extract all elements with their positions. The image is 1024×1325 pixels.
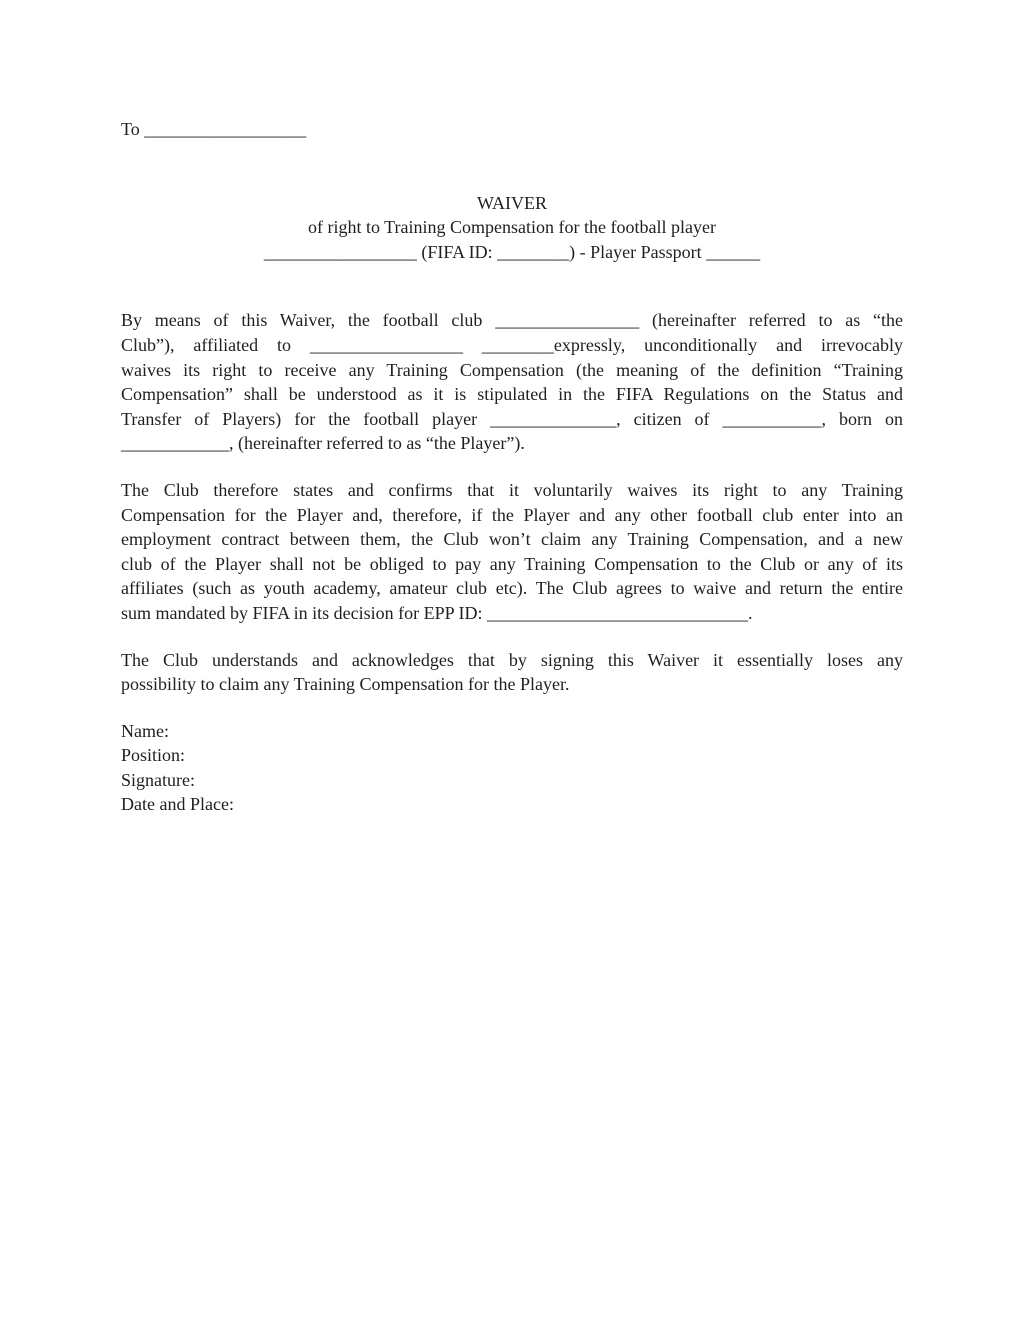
paragraph-line: possibility to claim any Training Compensation for the Player. [121, 674, 570, 695]
paragraph-line: Compensation for the Player and, therefore, if the Player and any other football club enter into an [121, 504, 903, 525]
recipient-line: To __________________ [121, 119, 307, 139]
paragraph-line: The Club therefore states and confirms that it voluntarily waives its right to any Training [121, 479, 903, 500]
paragraph-line: ____________, (hereinafter referred to as “the Player”). [121, 433, 525, 454]
paragraph-line: Transfer of Players) for the football player ______________, citizen of ___________, born on [121, 408, 903, 429]
signature-signature-label: Signature: [121, 769, 195, 790]
signature-position-label: Position: [121, 745, 186, 766]
paragraph-line: employment contract between them, the Club won’t claim any Training Compensation, and a new [121, 529, 903, 550]
title-fifa-id-line: _________________ (FIFA ID: ________) - Player Passport ______ [263, 241, 761, 262]
title-waiver: WAIVER [477, 192, 547, 213]
paragraph-line: affiliates (such as youth academy, amateur club etc). The Club agrees to waive and return the entire [121, 578, 903, 599]
paragraph-line: The Club understands and acknowledges that by signing this Waiver it essentially loses any [121, 649, 903, 670]
paragraph-line: Club”), affiliated to _________________ ________expressly, unconditionally and irrevocably [121, 334, 903, 355]
signature-block [121, 719, 903, 817]
paragraph-line: waives its right to receive any Training Compensation (the meaning of the definition “Training [121, 359, 903, 380]
paragraph-acknowledgement [121, 648, 903, 697]
document-title-block [121, 191, 903, 265]
paragraph-line: sum mandated by FIFA in its decision for EPP ID: _____________________________. [121, 602, 753, 623]
title-subtitle: of right to Training Compensation for the football player [308, 217, 716, 238]
signature-name-label: Name: [121, 720, 169, 741]
paragraph-line: By means of this Waiver, the football club ________________ (hereinafter referred to as “the [121, 310, 903, 331]
signature-date-place-label: Date and Place: [121, 794, 234, 815]
paragraph-waiver-declaration [121, 308, 903, 456]
paragraph-line: Compensation” shall be understood as it is stipulated in the FIFA Regulations on the Status and [121, 384, 903, 405]
paragraph-line: club of the Player shall not be obliged to pay any Training Compensation to the Club or any of its [121, 553, 903, 574]
paragraph-club-confirmation [121, 478, 903, 626]
